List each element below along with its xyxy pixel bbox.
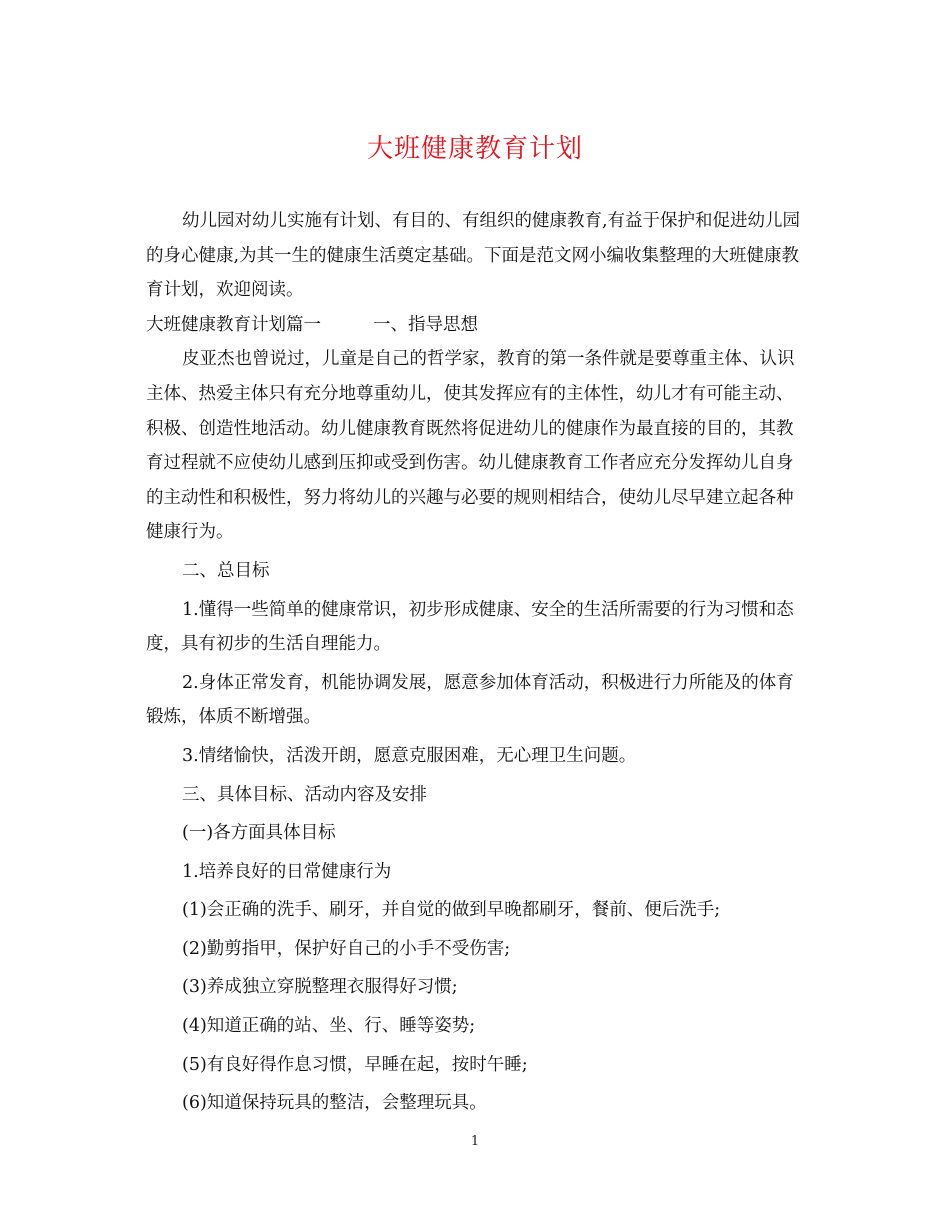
part-heading-row [146, 308, 806, 343]
goal-item: 3.情绪愉快，活泼开朗，愿意克服困难，无心理卫生问题。 [182, 745, 637, 766]
habit-item: (2)勤剪指甲，保护好自己的小手不受伤害; [182, 938, 511, 959]
habit-item: (6)知道保持玩具的整洁，会整理玩具。 [182, 1093, 487, 1114]
goal-item: 2.身体正常发育，机能协调发展，愿意参加体育活动，积极进行力所能及的体育锻炼，体质不断增强。 [146, 672, 794, 728]
sub1-item-heading: 1.培养良好的日常健康行为 [182, 861, 392, 882]
habit-item: (4)知道正确的站、坐、行、睡等姿势; [182, 1016, 476, 1037]
section2-heading: 二、总目标 [182, 560, 270, 581]
document-title: 大班健康教育计划 [366, 134, 583, 164]
habit-item: (5)有良好得作息习惯，早睡在起，按时午睡; [182, 1054, 528, 1075]
section1-paragraph: 皮亚杰也曾说过，儿童是自己的哲学家，教育的第一条件就是要尊重主体、认识主体、热爱主体只有充分地尊重幼儿，使其发挥应有的主体性，幼儿才有可能主动、积极、创造性地活动。幼儿健康教育既然将促进幼儿的健康作为最直接的目的，其教育过程就不应使幼儿感到压抑或受到伤害。幼儿健康教育工作者应充分发挥幼儿自身的主动性和积极性，努力将幼儿的兴趣与必要的规则相结合，使幼儿尽早建立起各种健康行为。 [146, 349, 795, 543]
sub1-heading: (一)各方面具体目标 [182, 823, 336, 844]
page-number: 1 [470, 1134, 480, 1149]
section1-heading: 一、指导思想 [373, 314, 478, 335]
section3-heading: 三、具体目标、活动内容及安排 [182, 784, 427, 805]
goal-item: 1.懂得一些简单的健康常识，初步形成健康、安全的生活所需要的行为习惯和态度，具有初步的生活自理能力。 [146, 599, 794, 655]
document-body [146, 204, 806, 1121]
habit-item: (3)养成独立穿脱整理衣服得好习惯; [182, 977, 458, 998]
intro-paragraph: 幼儿园对幼儿实施有计划、有目的、有组织的健康教育,有益于保护和促进幼儿园的身心健康,为其一生的健康生活奠定基础。下面是范文网小编收集整理的大班健康教育计划，欢迎阅读。 [146, 211, 801, 301]
part-title: 大班健康教育计划篇一 [146, 314, 321, 335]
habit-item: (1)会正确的洗手、刷牙，并自觉的做到早晚都刷牙，餐前、便后洗手; [182, 900, 721, 921]
